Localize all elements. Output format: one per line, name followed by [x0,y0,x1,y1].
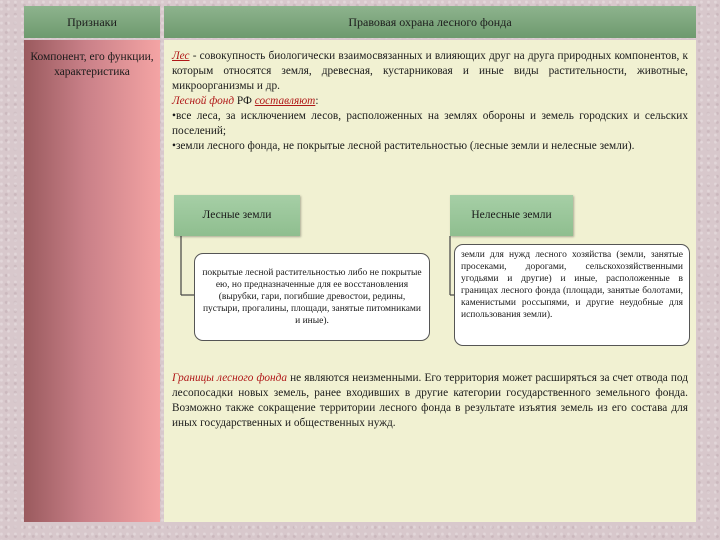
bullet-1: •все леса, за исключением лесов, расположенных на землях обороны и земель городских и сельских поселений; [172,110,688,137]
left-column [24,40,160,522]
nonforest-land-box [450,195,573,236]
forest-land-desc: покрытые лесной растительностью либо не покрытые ею, но предназначенные для ее восстановления (вырубки, гари, погибшие древостои, редины, пустыри, прогалины, площади, занятые питомниками и иные). [202,268,422,326]
nonforest-land-desc: земли для нужд лесного хозяйства (земли, занятые просеками, дорогами, сельскохозяйственными угодьями и другие) и иные, расположенные в границах лесного фонда (площади, занятые болотами, каменистыми россыпями, и другие неудобные для использования земли). [461,250,683,320]
term-borders: Границы лесного фонда [172,372,288,384]
def-les: - совокупность биологически взаимосвязанных и влияющих друг на друга природных компонентов, к которым относятся земля, древесная, кустарниковая и иные виды растительности, животные, микроорганизмы и др. [172,50,688,92]
colon: : [315,95,319,107]
header-title-label: Правовая охрана лесного фонда [348,14,512,29]
forest-fund-borders [172,371,688,431]
header-signs-label: Признаки [67,14,117,29]
header-signs [24,6,160,38]
borders-text: не являются неизменными. Его территория может расширяться за счет отвода под лесопосадки новых земель, ранее входивших в другие категории государственного земельного фонда. Возможно также сокращение территории лесного фонда в результате изъятия земель из его состава для иных государственных и общественных нужд. [172,372,689,429]
bullet-2: •земли лесного фонда, не покрытые лесной растительностью (лесные земли и нелесные земли). [172,140,635,152]
nonforest-land-desc-box [454,244,690,346]
term-les: Лес [172,50,190,62]
forest-land-desc-box [194,253,430,341]
term-sostav: составляют [254,95,316,107]
left-column-label: Компонент, его функции, характеристика [30,51,154,78]
forest-land-label: Лесные земли [202,209,272,221]
header-title [164,6,696,38]
forest-land-box [174,195,300,236]
term-fond: Лесной фонд [172,95,235,107]
nonforest-land-label: Нелесные земли [471,209,552,221]
rf-text: РФ [234,95,255,107]
main-content [164,40,696,522]
